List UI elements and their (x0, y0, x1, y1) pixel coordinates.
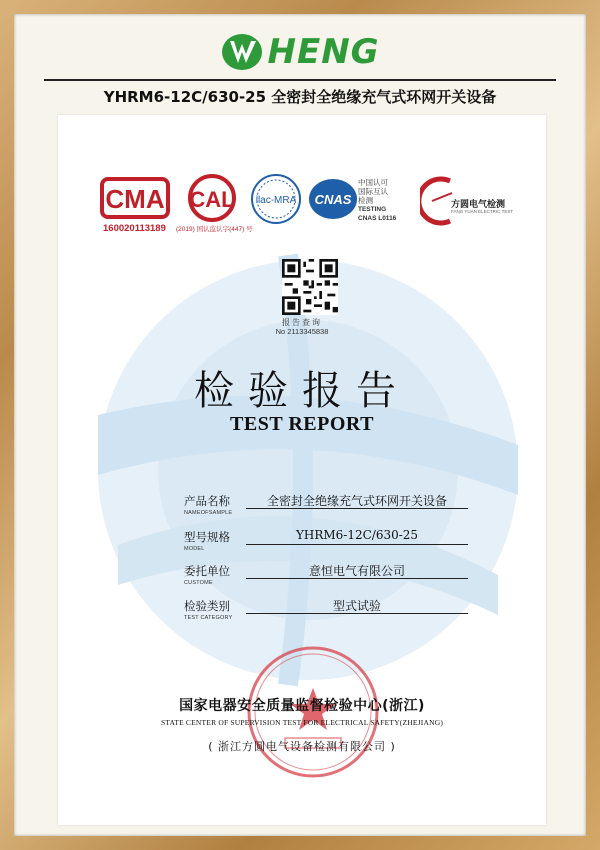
cnas-line-3: 检测 (358, 196, 373, 205)
cma-logo-text: CMA (105, 184, 165, 214)
ilac-mra-logo (248, 173, 304, 225)
issuer-name-english: STATE CENTER OF SUPERVISION TEST FOR ELECTRICAL SAFETY(ZHEJIANG) (160, 718, 444, 727)
field-label-en: NAMEOFSAMPLE (184, 510, 233, 516)
qr-code-icon[interactable] (282, 259, 338, 315)
field-underline (246, 544, 468, 545)
field-label-cn: 型号规格 (184, 530, 230, 544)
field-sample-name (184, 493, 474, 523)
cnas-logo-text: CNAS (314, 192, 352, 207)
fangyuan-english: FANG YUAN ELECTRIC TEST (451, 209, 514, 214)
field-value: YHRM6-12C/630-25 (295, 528, 419, 542)
report-title-chinese: 检验报告 (194, 368, 410, 414)
field-underline (246, 613, 468, 614)
report-title-english: TEST REPORT (230, 413, 374, 435)
cma-number: 160020113189 (103, 223, 166, 234)
field-label-cn: 委托单位 (184, 564, 230, 578)
report-number: No 2113345838 (275, 327, 329, 336)
field-underline (246, 508, 468, 509)
header-divider (44, 79, 556, 81)
field-label-en: MODEL (184, 546, 205, 552)
field-value: 型式试验 (332, 599, 381, 613)
cal-logo-text: CAL (189, 187, 235, 212)
field-value: 全密封全绝缘充气式环网开关设备 (266, 494, 447, 508)
cnas-details (358, 178, 396, 223)
field-model (184, 529, 474, 559)
qr-label: 报告查询 (282, 318, 322, 327)
test-report-sheet (58, 115, 546, 825)
brand-swoosh-icon (220, 32, 264, 72)
field-customer (184, 563, 474, 593)
issuer-name-chinese: 国家电器安全质量监督检验中心(浙江) (179, 698, 425, 714)
cma-approval-text: (2019) 国认监认字(447) 号 (176, 226, 253, 233)
field-label-en: TEST CATEGORY (184, 615, 233, 621)
product-heading: YHRM6-12C/630-25 全密封全绝缘充气式环网开关设备 (103, 88, 497, 106)
cnas-line-2: 国际互认 (358, 187, 388, 196)
field-underline (246, 578, 468, 579)
field-label-en: CUSTOME (184, 580, 213, 586)
field-label-cn: 检验类别 (184, 599, 230, 613)
fangyuan-name: 方圆电气检测 (451, 200, 506, 210)
brand-logo (0, 32, 600, 74)
field-test-category (184, 598, 474, 628)
cnas-code: CNAS L0116 (358, 215, 397, 222)
cnas-line-1: 中国认可 (358, 178, 388, 187)
ilac-logo-text: ilac-MRA (255, 195, 297, 206)
issuer-company: ( 浙江方圆电气设备检测有限公司 ) (208, 740, 396, 753)
brand-name: HENG (267, 32, 380, 72)
field-value: 意恒电气有限公司 (308, 564, 405, 578)
cal-logo (186, 173, 238, 223)
field-label-cn: 产品名称 (184, 494, 230, 508)
cnas-testing: TESTING (358, 206, 387, 213)
cma-logo (100, 175, 170, 221)
cnas-logo (308, 177, 358, 221)
